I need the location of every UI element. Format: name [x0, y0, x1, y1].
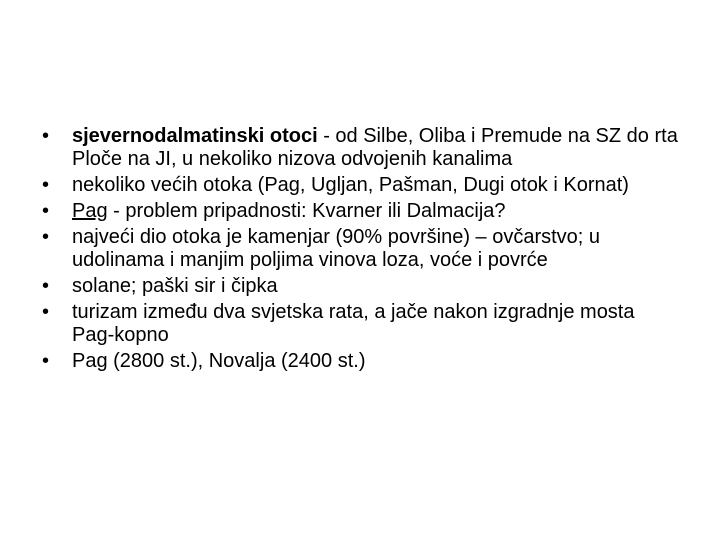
bullet-underlined-term: Pag — [72, 200, 108, 222]
bullet-text: solane; paški sir i čipka — [72, 275, 278, 297]
bullet-text: najveći dio otoka je kamenjar (90% površine) – ovčarstvo; u udolinama i manjim poljima vinova loza, voće i povrće — [72, 226, 601, 271]
bullet-item-larger-islands — [42, 174, 682, 197]
bullet-marker: • — [42, 350, 50, 372]
bullet-marker: • — [42, 226, 50, 248]
bullet-marker: • — [42, 301, 50, 323]
bullet-item-salt-cheese-lace — [42, 275, 682, 298]
bullet-item-karst-land-use — [42, 226, 682, 272]
bullet-marker: • — [42, 200, 50, 222]
bullet-marker: • — [42, 275, 50, 297]
bullet-text: turizam između dva svjetska rata, a jače nakon izgradnje mosta Pag-kopno — [72, 301, 635, 346]
bullet-item-population — [42, 350, 682, 373]
bullet-text: nekoliko većih otoka (Pag, Ugljan, Pašman, Dugi otok i Kornat) — [72, 174, 629, 196]
bullet-item-north-dalmatian-islands — [42, 125, 682, 171]
bullet-text: Pag (2800 st.), Novalja (2400 st.) — [72, 350, 366, 372]
bullet-text: - od Silbe, Oliba i Premude na SZ do rta Ploče na JI, u nekoliko nizova odvojenih kanalima — [72, 125, 678, 170]
bullet-item-pag-affiliation — [42, 200, 682, 223]
bullet-marker: • — [42, 174, 50, 196]
bullet-text: - problem pripadnosti: Kvarner ili Dalmacija? — [107, 200, 506, 222]
bullet-bold-term: sjevernodalmatinski otoci — [72, 125, 318, 147]
bullet-item-tourism — [42, 301, 682, 347]
bullet-list — [42, 125, 682, 376]
bullet-marker: • — [42, 125, 50, 147]
